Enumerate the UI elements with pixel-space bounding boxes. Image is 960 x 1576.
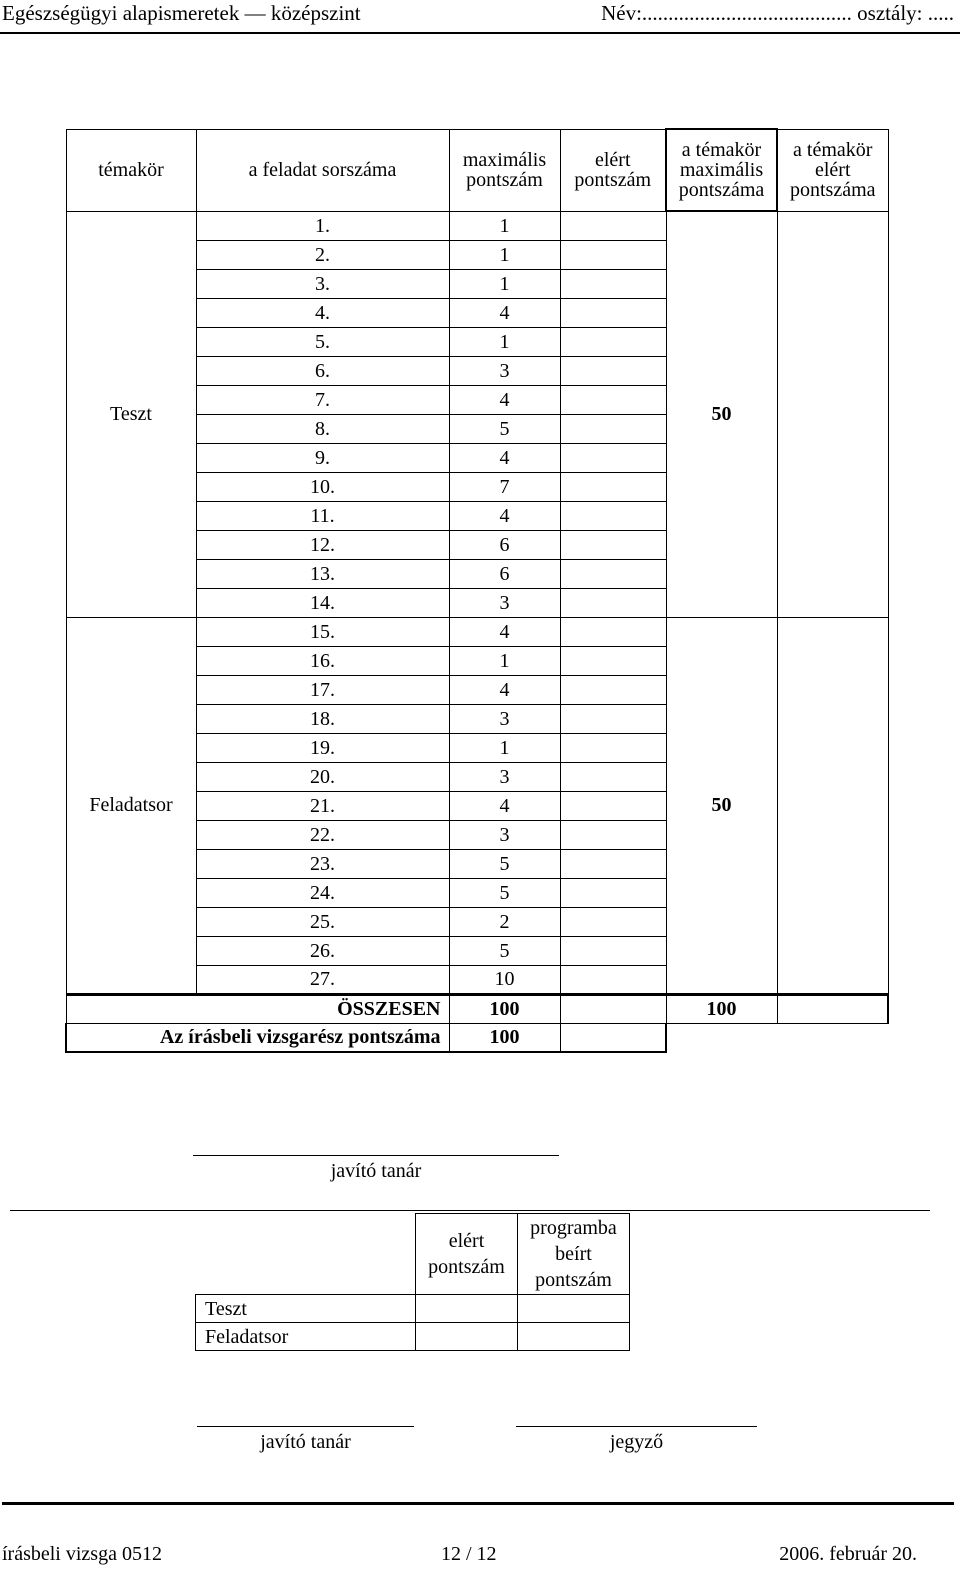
task-max-score: 5 bbox=[449, 878, 560, 907]
task-number: 23. bbox=[196, 849, 449, 878]
task-achieved-score bbox=[560, 588, 666, 617]
task-number: 21. bbox=[196, 791, 449, 820]
header-rule bbox=[0, 32, 960, 34]
task-max-score: 5 bbox=[449, 936, 560, 965]
summary-table bbox=[195, 1213, 630, 1351]
footer-rule bbox=[2, 1502, 954, 1505]
task-max-score: 2 bbox=[449, 907, 560, 936]
table-row bbox=[66, 211, 888, 240]
task-number: 10. bbox=[196, 472, 449, 501]
summary-cell bbox=[518, 1295, 630, 1323]
summary-cell bbox=[416, 1323, 518, 1351]
task-max-score: 1 bbox=[449, 240, 560, 269]
signature-label: javító tanár bbox=[330, 1160, 422, 1182]
header-topic-max: a témakör maximális pontszáma bbox=[666, 129, 777, 211]
signature-line-notary bbox=[516, 1426, 757, 1427]
total-label: ÖSSZESEN bbox=[66, 994, 449, 1023]
written-score-label: Az írásbeli vizsgarész pontszáma bbox=[66, 1023, 449, 1052]
task-number: 15. bbox=[196, 617, 449, 646]
signature-line bbox=[193, 1155, 559, 1156]
table-header-row bbox=[66, 129, 888, 211]
task-achieved-score bbox=[560, 530, 666, 559]
total-topic-max: 100 bbox=[666, 994, 777, 1023]
score-table bbox=[65, 128, 889, 1053]
summary-row-test bbox=[196, 1295, 630, 1323]
task-max-score: 3 bbox=[449, 820, 560, 849]
task-number: 9. bbox=[196, 443, 449, 472]
task-achieved-score bbox=[560, 327, 666, 356]
header-max-score: maximális pontszám bbox=[449, 129, 560, 211]
total-row bbox=[66, 994, 888, 1023]
score-table-body bbox=[66, 129, 888, 1052]
task-achieved-score bbox=[560, 559, 666, 588]
task-max-score: 4 bbox=[449, 443, 560, 472]
task-max-score: 1 bbox=[449, 269, 560, 298]
topic-tasks-achieved bbox=[777, 617, 888, 994]
footer-page: 12 / 12 bbox=[441, 1543, 497, 1565]
task-achieved-score bbox=[560, 878, 666, 907]
task-achieved-score bbox=[560, 298, 666, 327]
task-achieved-score bbox=[560, 965, 666, 994]
task-max-score: 3 bbox=[449, 762, 560, 791]
task-achieved-score bbox=[560, 849, 666, 878]
task-achieved-score bbox=[560, 356, 666, 385]
task-max-score: 4 bbox=[449, 501, 560, 530]
task-achieved-score bbox=[560, 443, 666, 472]
task-achieved-score bbox=[560, 820, 666, 849]
task-number: 8. bbox=[196, 414, 449, 443]
task-number: 1. bbox=[196, 211, 449, 240]
task-achieved-score bbox=[560, 646, 666, 675]
task-max-score: 6 bbox=[449, 559, 560, 588]
written-score-achieved bbox=[560, 1023, 666, 1052]
task-achieved-score bbox=[560, 472, 666, 501]
header-achieved-score: elért pontszám bbox=[560, 129, 666, 211]
task-number: 12. bbox=[196, 530, 449, 559]
task-max-score: 10 bbox=[449, 965, 560, 994]
task-number: 24. bbox=[196, 878, 449, 907]
empty-cell bbox=[666, 1023, 777, 1052]
empty-cell bbox=[777, 1023, 888, 1052]
task-achieved-score bbox=[560, 211, 666, 240]
topic-tasks: Feladatsor bbox=[66, 617, 196, 994]
header-subject: Egészségügyi alapismeretek — középszint bbox=[2, 1, 361, 25]
task-number: 5. bbox=[196, 327, 449, 356]
header-name-class: Név:........................................ osztály: ..... bbox=[601, 1, 954, 25]
total-topic-achieved bbox=[777, 994, 888, 1023]
task-number: 11. bbox=[196, 501, 449, 530]
task-max-score: 1 bbox=[449, 211, 560, 240]
task-achieved-score bbox=[560, 501, 666, 530]
task-max-score: 4 bbox=[449, 385, 560, 414]
topic-tasks-max: 50 bbox=[666, 617, 777, 994]
header-topic: témakör bbox=[66, 129, 196, 211]
task-number: 2. bbox=[196, 240, 449, 269]
task-max-score: 6 bbox=[449, 530, 560, 559]
summary-label-test: Teszt bbox=[196, 1295, 416, 1323]
task-number: 16. bbox=[196, 646, 449, 675]
task-number: 20. bbox=[196, 762, 449, 791]
summary-header-entered: programba beírt pontszám bbox=[518, 1214, 630, 1295]
separator-line bbox=[10, 1210, 930, 1211]
task-number: 17. bbox=[196, 675, 449, 704]
summary-label-tasks: Feladatsor bbox=[196, 1323, 416, 1351]
topic-test: Teszt bbox=[66, 211, 196, 617]
summary-cell bbox=[518, 1323, 630, 1351]
topic-test-max: 50 bbox=[666, 211, 777, 617]
task-max-score: 1 bbox=[449, 327, 560, 356]
task-max-score: 4 bbox=[449, 298, 560, 327]
task-number: 26. bbox=[196, 936, 449, 965]
task-achieved-score bbox=[560, 617, 666, 646]
task-max-score: 7 bbox=[449, 472, 560, 501]
task-max-score: 1 bbox=[449, 646, 560, 675]
summary-header-achieved: elért pontszám bbox=[416, 1214, 518, 1295]
task-achieved-score bbox=[560, 762, 666, 791]
total-max-score: 100 bbox=[449, 994, 560, 1023]
summary-empty-cell bbox=[196, 1214, 416, 1295]
summary-header-row bbox=[196, 1214, 630, 1295]
task-achieved-score bbox=[560, 936, 666, 965]
footer-exam: írásbeli vizsga 0512 bbox=[2, 1543, 162, 1565]
header-topic-achieved: a témakör elért pontszáma bbox=[777, 129, 888, 211]
task-max-score: 5 bbox=[449, 414, 560, 443]
task-max-score: 4 bbox=[449, 617, 560, 646]
task-number: 13. bbox=[196, 559, 449, 588]
topic-test-achieved bbox=[777, 211, 888, 617]
task-number: 22. bbox=[196, 820, 449, 849]
table-row bbox=[66, 617, 888, 646]
signature-line-teacher bbox=[197, 1426, 414, 1427]
signature-label-teacher: javító tanár bbox=[260, 1431, 351, 1453]
written-score-row bbox=[66, 1023, 888, 1052]
task-achieved-score bbox=[560, 385, 666, 414]
task-max-score: 5 bbox=[449, 849, 560, 878]
summary-row-tasks bbox=[196, 1323, 630, 1351]
page-header bbox=[0, 0, 960, 36]
task-number: 27. bbox=[196, 965, 449, 994]
task-number: 18. bbox=[196, 704, 449, 733]
written-score-max: 100 bbox=[449, 1023, 560, 1052]
task-max-score: 3 bbox=[449, 356, 560, 385]
footer-date: 2006. február 20. bbox=[779, 1543, 917, 1565]
task-achieved-score bbox=[560, 704, 666, 733]
task-max-score: 1 bbox=[449, 733, 560, 762]
summary-cell bbox=[416, 1295, 518, 1323]
task-achieved-score bbox=[560, 240, 666, 269]
total-achieved-score bbox=[560, 994, 666, 1023]
task-number: 3. bbox=[196, 269, 449, 298]
task-max-score: 4 bbox=[449, 675, 560, 704]
task-number: 7. bbox=[196, 385, 449, 414]
task-achieved-score bbox=[560, 269, 666, 298]
task-achieved-score bbox=[560, 675, 666, 704]
task-number: 14. bbox=[196, 588, 449, 617]
task-achieved-score bbox=[560, 791, 666, 820]
task-number: 25. bbox=[196, 907, 449, 936]
task-number: 6. bbox=[196, 356, 449, 385]
task-achieved-score bbox=[560, 414, 666, 443]
signature-label-notary: jegyző bbox=[609, 1431, 664, 1453]
task-max-score: 4 bbox=[449, 791, 560, 820]
task-max-score: 3 bbox=[449, 704, 560, 733]
task-achieved-score bbox=[560, 733, 666, 762]
task-max-score: 3 bbox=[449, 588, 560, 617]
header-task-number: a feladat sorszáma bbox=[196, 129, 449, 211]
task-number: 19. bbox=[196, 733, 449, 762]
task-achieved-score bbox=[560, 907, 666, 936]
task-number: 4. bbox=[196, 298, 449, 327]
